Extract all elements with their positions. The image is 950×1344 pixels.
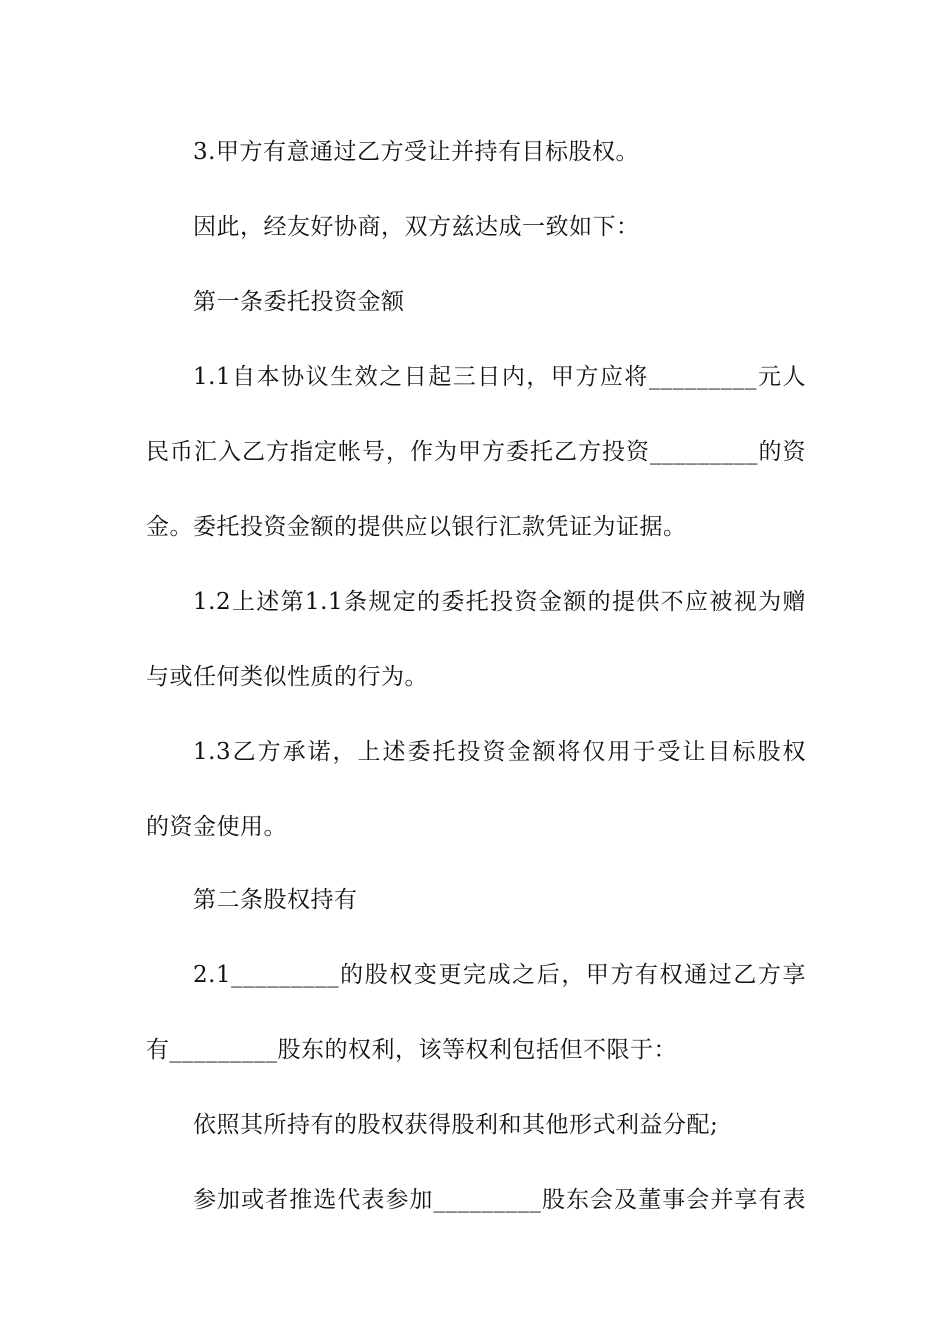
clause-1-1-line-1: 1.1自本协议生效之日起三日内，甲方应将_________元人 — [193, 364, 806, 390]
clause-1-1-line-3: 金。委托投资金额的提供应以银行汇款凭证为证据。 — [146, 514, 687, 540]
rights-item-meetings: 参加或者推选代表参加_________股东会及董事会并享有表 — [193, 1187, 806, 1213]
clause-1-1-line-2: 民币汇入乙方指定帐号，作为甲方委托乙方投资_________的资 — [146, 439, 806, 465]
section-heading-article-1: 第一条委托投资金额 — [193, 289, 405, 315]
clause-1-2-line-1: 1.2上述第1.1条规定的委托投资金额的提供不应被视为赠 — [193, 589, 806, 615]
clause-2-1-line-2: 有_________股东的权利，该等权利包括但不限于： — [146, 1037, 677, 1063]
section-heading-article-2: 第二条股权持有 — [193, 887, 358, 913]
clause-1-2-line-2: 与或任何类似性质的行为。 — [146, 664, 428, 690]
paragraph-line-intent: 3.甲方有意通过乙方受让并持有目标股权。 — [193, 139, 639, 165]
rights-item-dividends: 依照其所持有的股权获得股利和其他形式利益分配; — [193, 1112, 719, 1138]
paragraph-line-consensus: 因此，经友好协商，双方兹达成一致如下： — [193, 214, 640, 240]
clause-2-1-line-1: 2.1_________的股权变更完成之后，甲方有权通过乙方享 — [193, 962, 806, 988]
clause-1-3-line-2: 的资金使用。 — [146, 814, 287, 840]
clause-1-3-line-1: 1.3乙方承诺，上述委托投资金额将仅用于受让目标股权 — [193, 739, 806, 765]
